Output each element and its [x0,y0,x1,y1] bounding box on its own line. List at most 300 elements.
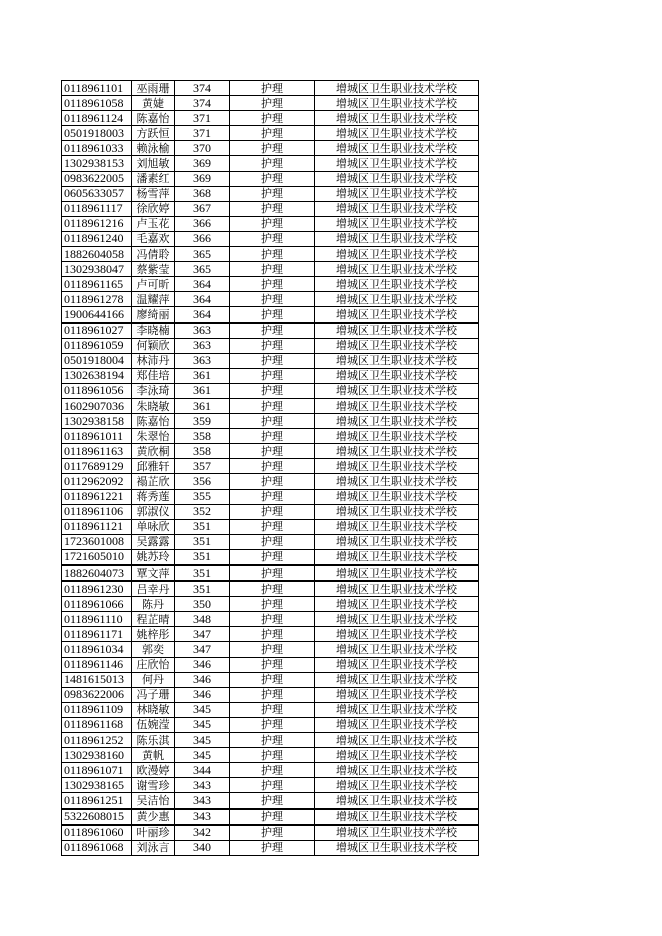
school-cell: 增城区卫生职业技术学校 [315,262,479,277]
student-name-cell: 冯子珊 [132,687,175,702]
table-row [62,627,479,642]
score-cell: 374 [175,81,230,96]
table-row [62,262,479,277]
major-cell: 护理 [230,171,315,186]
table-row [62,81,479,96]
score-cell: 374 [175,96,230,111]
student-id-cell: 0117689129 [62,459,132,474]
score-cell: 359 [175,414,230,429]
student-id-cell: 1302938047 [62,262,132,277]
score-cell: 345 [175,717,230,732]
school-cell: 增城区卫生职业技术学校 [315,96,479,111]
student-id-cell: 1723601008 [62,534,132,549]
major-cell: 护理 [230,216,315,231]
major-cell: 护理 [230,840,315,855]
major-cell: 护理 [230,353,315,368]
score-cell: 343 [175,793,230,809]
student-name-cell: 程芷晴 [132,612,175,627]
major-cell: 护理 [230,126,315,141]
table-row [62,216,479,231]
student-name-cell: 姚梓彤 [132,627,175,642]
school-cell: 增城区卫生职业技术学校 [315,171,479,186]
student-id-cell: 1302938153 [62,156,132,171]
score-cell: 358 [175,444,230,459]
student-name-cell: 刘泳言 [132,840,175,855]
score-cell: 346 [175,672,230,687]
major-cell: 护理 [230,429,315,444]
student-name-cell: 杨雪萍 [132,186,175,201]
table-row [62,793,479,809]
score-cell: 365 [175,262,230,277]
score-cell: 369 [175,171,230,186]
student-name-cell: 李泳琦 [132,383,175,398]
student-id-cell: 0983622005 [62,171,132,186]
student-id-cell: 1882604058 [62,247,132,262]
major-cell: 护理 [230,247,315,262]
table-row [62,292,479,307]
student-id-cell: 0118961060 [62,825,132,841]
major-cell: 护理 [230,111,315,126]
table-row [62,809,479,825]
major-cell: 护理 [230,338,315,353]
student-name-cell: 朱晓敏 [132,398,175,413]
major-cell: 护理 [230,81,315,96]
score-cell: 345 [175,702,230,717]
student-name-cell: 潘素红 [132,171,175,186]
student-id-cell: 5322608015 [62,809,132,825]
table-row [62,748,479,763]
student-id-cell: 0118961101 [62,81,132,96]
score-cell: 351 [175,549,230,565]
student-id-cell: 0501918003 [62,126,132,141]
student-name-cell: 蔡紫莹 [132,262,175,277]
student-id-cell: 1302638194 [62,368,132,383]
student-name-cell: 温耀萍 [132,292,175,307]
student-name-cell: 冯倩聆 [132,247,175,262]
score-cell: 351 [175,581,230,597]
table-row [62,733,479,748]
school-cell: 增城区卫生职业技术学校 [315,549,479,565]
score-cell: 343 [175,809,230,825]
table-row [62,171,479,186]
score-cell: 350 [175,597,230,612]
school-cell: 增城区卫生职业技术学校 [315,504,479,519]
student-name-cell: 卢玉花 [132,216,175,231]
student-id-cell: 0118961171 [62,627,132,642]
student-id-cell: 0118961066 [62,597,132,612]
student-name-cell: 姚苏玲 [132,549,175,565]
score-cell: 345 [175,733,230,748]
score-cell: 363 [175,323,230,339]
score-cell: 368 [175,186,230,201]
student-id-cell: 0118961011 [62,429,132,444]
school-cell: 增城区卫生职业技术学校 [315,231,479,246]
school-cell: 增城区卫生职业技术学校 [315,825,479,841]
major-cell: 护理 [230,597,315,612]
score-cell: 366 [175,216,230,231]
school-cell: 增城区卫生职业技术学校 [315,672,479,687]
score-cell: 370 [175,141,230,156]
major-cell: 护理 [230,793,315,809]
score-cell: 371 [175,126,230,141]
student-name-cell: 赖泳榆 [132,141,175,156]
student-name-cell: 叶丽珍 [132,825,175,841]
table-row [62,414,479,429]
school-cell: 增城区卫生职业技术学校 [315,809,479,825]
school-cell: 增城区卫生职业技术学校 [315,581,479,597]
student-name-cell: 黄帆 [132,748,175,763]
school-cell: 增城区卫生职业技术学校 [315,186,479,201]
school-cell: 增城区卫生职业技术学校 [315,156,479,171]
score-cell: 348 [175,612,230,627]
score-cell: 367 [175,201,230,216]
student-name-cell: 单咏欣 [132,519,175,534]
school-cell: 增城区卫生职业技术学校 [315,642,479,657]
score-cell: 342 [175,825,230,841]
score-cell: 357 [175,459,230,474]
student-name-cell: 方跃恒 [132,126,175,141]
student-id-cell: 0118961252 [62,733,132,748]
student-name-cell: 蒋秀莲 [132,489,175,504]
score-cell: 364 [175,277,230,292]
student-name-cell: 何颖欣 [132,338,175,353]
student-id-cell: 0501918004 [62,353,132,368]
major-cell: 护理 [230,733,315,748]
school-cell: 增城区卫生职业技术学校 [315,307,479,323]
student-name-cell: 褟芷欣 [132,474,175,489]
school-cell: 增城区卫生职业技术学校 [315,840,479,855]
student-id-cell: 0118961216 [62,216,132,231]
student-name-cell: 卢可昕 [132,277,175,292]
school-cell: 增城区卫生职业技术学校 [315,657,479,672]
major-cell: 护理 [230,748,315,763]
table-row [62,96,479,111]
student-id-cell: 0118961278 [62,292,132,307]
table-row [62,231,479,246]
major-cell: 护理 [230,262,315,277]
student-name-cell: 覃文萍 [132,565,175,581]
major-cell: 护理 [230,96,315,111]
table-row [62,657,479,672]
student-name-cell: 伍婉滢 [132,717,175,732]
student-id-cell: 0605633057 [62,186,132,201]
student-name-cell: 朱翠怡 [132,429,175,444]
major-cell: 护理 [230,627,315,642]
student-id-cell: 0118961106 [62,504,132,519]
student-name-cell: 郑佳培 [132,368,175,383]
school-cell: 增城区卫生职业技术学校 [315,793,479,809]
student-name-cell: 陈嘉怡 [132,414,175,429]
student-id-cell: 0118961034 [62,642,132,657]
major-cell: 护理 [230,778,315,793]
school-cell: 增城区卫生职业技术学校 [315,519,479,534]
student-id-cell: 1302938165 [62,778,132,793]
student-id-cell: 0112962092 [62,474,132,489]
student-id-cell: 1900644166 [62,307,132,323]
score-cell: 352 [175,504,230,519]
table-row [62,307,479,323]
score-cell: 361 [175,383,230,398]
score-cell: 369 [175,156,230,171]
school-cell: 增城区卫生职业技术学校 [315,429,479,444]
student-name-cell: 吴露露 [132,534,175,549]
student-id-cell: 0118961251 [62,793,132,809]
score-cell: 361 [175,398,230,413]
score-cell: 366 [175,231,230,246]
score-cell: 355 [175,489,230,504]
student-id-cell: 0118961109 [62,702,132,717]
table-row [62,201,479,216]
school-cell: 增城区卫生职业技术学校 [315,247,479,262]
student-name-cell: 郭奕 [132,642,175,657]
student-name-cell: 林沛丹 [132,353,175,368]
score-cell: 343 [175,778,230,793]
student-id-cell: 1302938160 [62,748,132,763]
student-id-cell: 0118961058 [62,96,132,111]
major-cell: 护理 [230,323,315,339]
score-cell: 346 [175,657,230,672]
student-name-cell: 黄欣桐 [132,444,175,459]
score-cell: 347 [175,627,230,642]
student-id-cell: 0118961168 [62,717,132,732]
school-cell: 增城区卫生职业技术学校 [315,398,479,413]
major-cell: 护理 [230,687,315,702]
major-cell: 护理 [230,141,315,156]
table-row [62,763,479,778]
student-id-cell: 0118961146 [62,657,132,672]
score-cell: 346 [175,687,230,702]
table-row [62,141,479,156]
major-cell: 护理 [230,489,315,504]
school-cell: 增城区卫生职业技术学校 [315,534,479,549]
student-name-cell: 邱雅轩 [132,459,175,474]
table-row [62,277,479,292]
school-cell: 增城区卫生职业技术学校 [315,216,479,231]
school-cell: 增城区卫生职业技术学校 [315,368,479,383]
score-cell: 365 [175,247,230,262]
student-id-cell: 1302938158 [62,414,132,429]
major-cell: 护理 [230,474,315,489]
student-id-cell: 0118961240 [62,231,132,246]
student-name-cell: 廖绮丽 [132,307,175,323]
school-cell: 增城区卫生职业技术学校 [315,763,479,778]
school-cell: 增城区卫生职业技术学校 [315,748,479,763]
major-cell: 护理 [230,504,315,519]
student-id-cell: 0118961121 [62,519,132,534]
table-row [62,247,479,262]
table-row [62,323,479,339]
school-cell: 增城区卫生职业技术学校 [315,459,479,474]
school-cell: 增城区卫生职业技术学校 [315,111,479,126]
score-cell: 363 [175,338,230,353]
student-id-cell: 0118961165 [62,277,132,292]
student-name-cell: 庄欣怡 [132,657,175,672]
student-name-cell: 谢雪珍 [132,778,175,793]
major-cell: 护理 [230,825,315,841]
table-body [62,81,479,856]
table-row [62,702,479,717]
student-name-cell: 陈嘉怡 [132,111,175,126]
major-cell: 护理 [230,549,315,565]
table-row [62,156,479,171]
major-cell: 护理 [230,383,315,398]
score-cell: 371 [175,111,230,126]
student-id-cell: 0118961027 [62,323,132,339]
school-cell: 增城区卫生职业技术学校 [315,612,479,627]
major-cell: 护理 [230,459,315,474]
score-cell: 356 [175,474,230,489]
student-id-cell: 0118961124 [62,111,132,126]
major-cell: 护理 [230,534,315,549]
student-id-cell: 1481615013 [62,672,132,687]
table-row [62,519,479,534]
major-cell: 护理 [230,292,315,307]
student-id-cell: 0118961056 [62,383,132,398]
student-id-cell: 1721605010 [62,549,132,565]
table-row [62,597,479,612]
table-row [62,612,479,627]
major-cell: 护理 [230,581,315,597]
school-cell: 增城区卫生职业技术学校 [315,474,479,489]
table-row [62,642,479,657]
major-cell: 护理 [230,414,315,429]
table-row [62,581,479,597]
student-id-cell: 0118961221 [62,489,132,504]
school-cell: 增城区卫生职业技术学校 [315,717,479,732]
school-cell: 增城区卫生职业技术学校 [315,565,479,581]
major-cell: 护理 [230,717,315,732]
score-cell: 344 [175,763,230,778]
table-row [62,474,479,489]
student-id-cell: 0118961110 [62,612,132,627]
student-id-cell: 0118961068 [62,840,132,855]
major-cell: 护理 [230,702,315,717]
table-row [62,444,479,459]
student-id-cell: 0118961059 [62,338,132,353]
table-row [62,353,479,368]
score-cell: 351 [175,534,230,549]
major-cell: 护理 [230,444,315,459]
major-cell: 护理 [230,201,315,216]
table-row [62,383,479,398]
student-name-cell: 陈丹 [132,597,175,612]
student-name-cell: 李晓楠 [132,323,175,339]
student-name-cell: 欧漫婷 [132,763,175,778]
school-cell: 增城区卫生职业技术学校 [315,627,479,642]
major-cell: 护理 [230,672,315,687]
student-name-cell: 何丹 [132,672,175,687]
table-row [62,338,479,353]
major-cell: 护理 [230,565,315,581]
school-cell: 增城区卫生职业技术学校 [315,702,479,717]
school-cell: 增城区卫生职业技术学校 [315,292,479,307]
student-name-cell: 毛嘉欢 [132,231,175,246]
table-row [62,717,479,732]
major-cell: 护理 [230,368,315,383]
student-id-cell: 1882604073 [62,565,132,581]
school-cell: 增城区卫生职业技术学校 [315,414,479,429]
table-row [62,687,479,702]
spreadsheet-page [61,80,479,856]
score-cell: 361 [175,368,230,383]
score-cell: 340 [175,840,230,855]
table-row [62,186,479,201]
student-id-cell: 0118961117 [62,201,132,216]
school-cell: 增城区卫生职业技术学校 [315,141,479,156]
score-cell: 364 [175,292,230,307]
table-row [62,840,479,855]
student-name-cell: 郭淑仪 [132,504,175,519]
student-name-cell: 巫雨珊 [132,81,175,96]
major-cell: 护理 [230,156,315,171]
major-cell: 护理 [230,186,315,201]
student-name-cell: 徐欣婷 [132,201,175,216]
table-row [62,672,479,687]
student-name-cell: 吴洁怡 [132,793,175,809]
school-cell: 增城区卫生职业技术学校 [315,778,479,793]
student-name-cell: 黄婕 [132,96,175,111]
school-cell: 增城区卫生职业技术学校 [315,323,479,339]
school-cell: 增城区卫生职业技术学校 [315,353,479,368]
major-cell: 护理 [230,763,315,778]
score-cell: 351 [175,519,230,534]
score-cell: 351 [175,565,230,581]
table-row [62,368,479,383]
table-row [62,489,479,504]
table-row [62,825,479,841]
student-name-cell: 吕幸丹 [132,581,175,597]
score-cell: 345 [175,748,230,763]
school-cell: 增城区卫生职业技术学校 [315,277,479,292]
student-name-cell: 陈乐淇 [132,733,175,748]
table-row [62,126,479,141]
student-id-cell: 1602907036 [62,398,132,413]
student-id-cell: 0118961230 [62,581,132,597]
table-row [62,778,479,793]
major-cell: 护理 [230,809,315,825]
major-cell: 护理 [230,519,315,534]
score-cell: 347 [175,642,230,657]
school-cell: 增城区卫生职业技术学校 [315,444,479,459]
major-cell: 护理 [230,307,315,323]
score-cell: 363 [175,353,230,368]
student-id-cell: 0118961033 [62,141,132,156]
major-cell: 护理 [230,642,315,657]
student-name-cell: 黄少惠 [132,809,175,825]
school-cell: 增城区卫生职业技术学校 [315,489,479,504]
table-row [62,565,479,581]
major-cell: 护理 [230,657,315,672]
school-cell: 增城区卫生职业技术学校 [315,597,479,612]
school-cell: 增城区卫生职业技术学校 [315,338,479,353]
school-cell: 增城区卫生职业技术学校 [315,81,479,96]
school-cell: 增城区卫生职业技术学校 [315,126,479,141]
table-row [62,429,479,444]
student-id-cell: 0118961163 [62,444,132,459]
table-row [62,504,479,519]
score-cell: 364 [175,307,230,323]
school-cell: 增城区卫生职业技术学校 [315,201,479,216]
score-cell: 358 [175,429,230,444]
admission-score-table [61,80,479,856]
student-name-cell: 林晓敏 [132,702,175,717]
table-row [62,459,479,474]
school-cell: 增城区卫生职业技术学校 [315,383,479,398]
school-cell: 增城区卫生职业技术学校 [315,687,479,702]
student-id-cell: 0118961071 [62,763,132,778]
major-cell: 护理 [230,612,315,627]
student-name-cell: 刘旭敏 [132,156,175,171]
